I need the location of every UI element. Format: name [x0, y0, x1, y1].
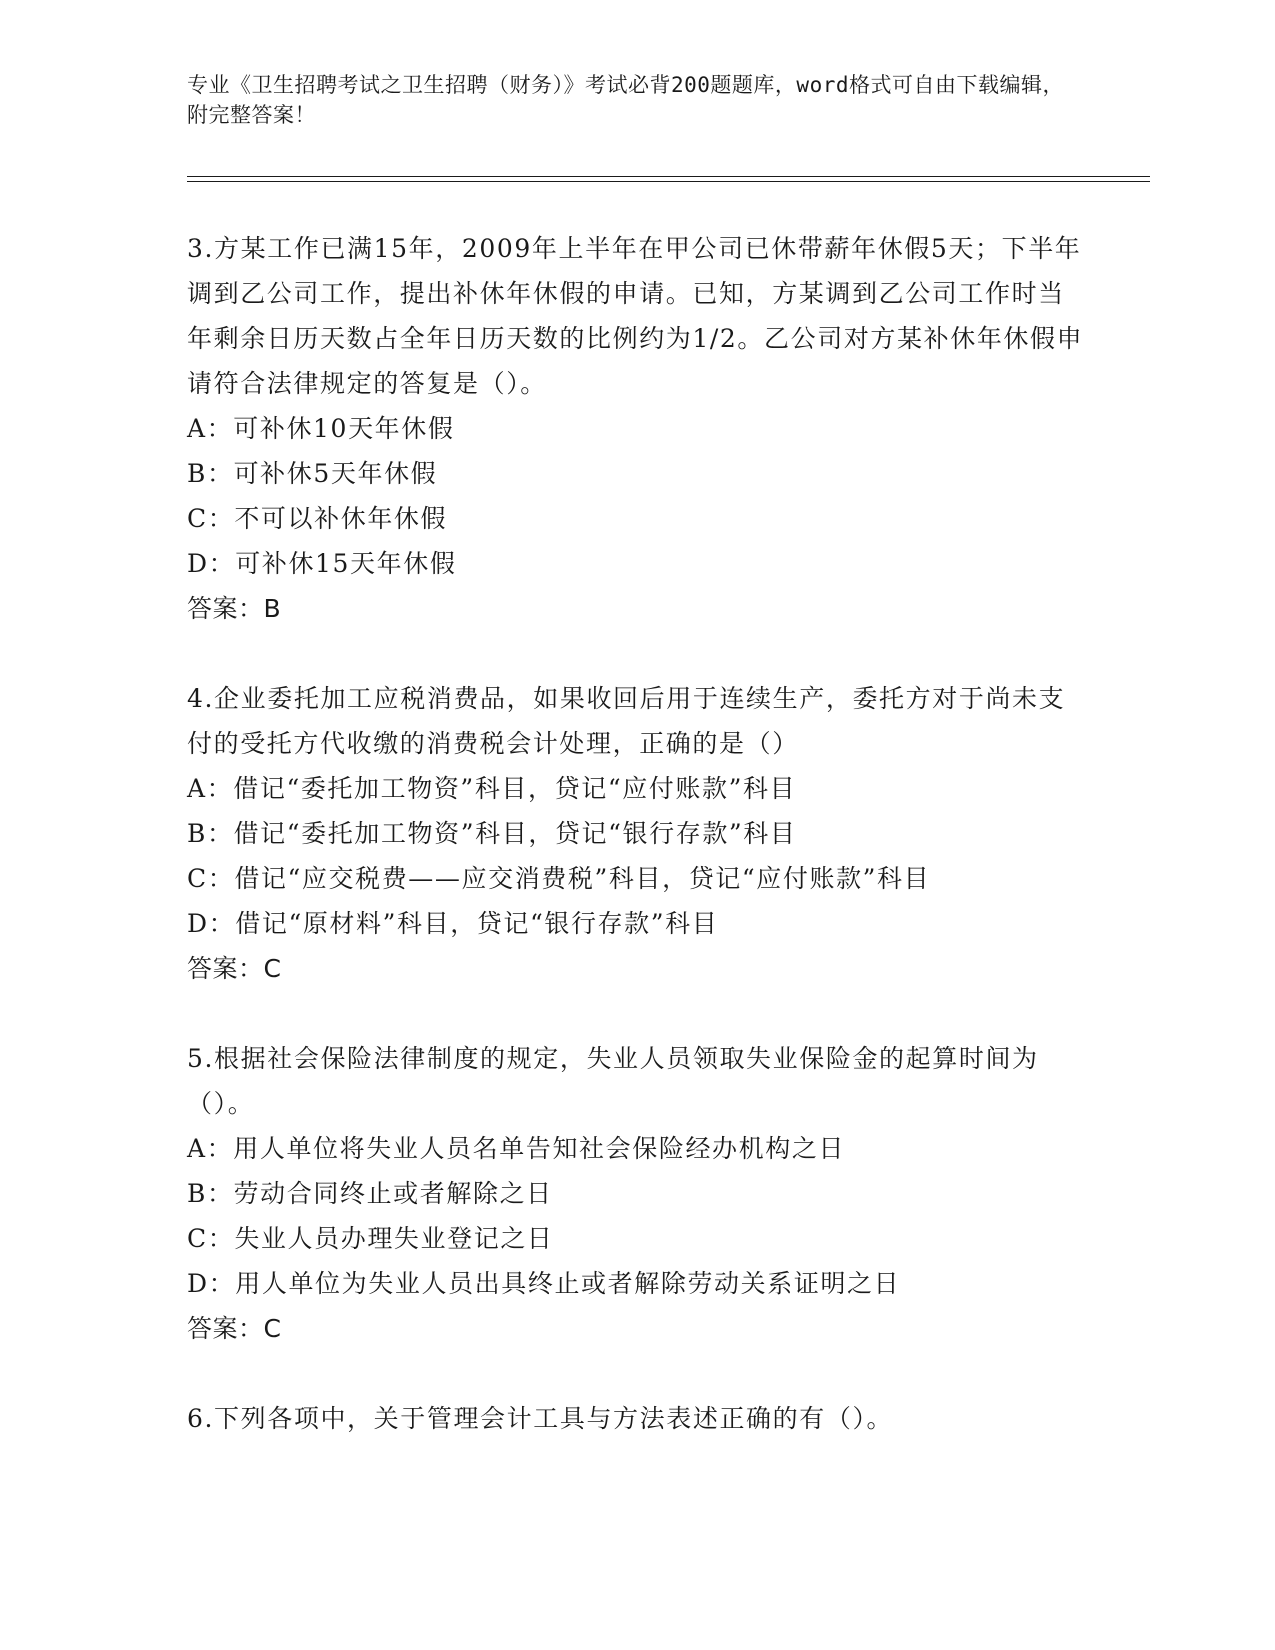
question-6 — [187, 1396, 1087, 1441]
option-b: B：劳动合同终止或者解除之日 — [187, 1179, 553, 1208]
option-a: A：可补休10天年休假 — [187, 414, 455, 443]
option-d: D：可补休15天年休假 — [187, 549, 457, 578]
document-header: 专业《卫生招聘考试之卫生招聘（财务）》考试必背200题题库，word格式可自由下载编辑，附完整答案！ — [187, 73, 1064, 127]
option-d: D：用人单位为失业人员出具终止或者解除劳动关系证明之日 — [187, 1269, 901, 1298]
answer: 答案：B — [187, 594, 282, 623]
answer: 答案：C — [187, 954, 282, 983]
question-gap — [187, 1351, 1087, 1396]
header-rule-top — [187, 176, 1150, 177]
option-c: C：失业人员办理失业登记之日 — [187, 1224, 554, 1253]
option-a: A：用人单位将失业人员名单告知社会保险经办机构之日 — [187, 1134, 846, 1163]
question-5 — [187, 1036, 1087, 1351]
question-4 — [187, 676, 1087, 991]
option-c: C：不可以补休年休假 — [187, 504, 448, 533]
question-stem: 4.企业委托加工应税消费品，如果收回后用于连续生产，委托方对于尚未支付的受托方代收缴的消费税会计处理，正确的是（） — [187, 684, 1066, 758]
option-c: C：借记“应交税费——应交消费税”科目，贷记“应付账款”科目 — [187, 864, 931, 893]
question-list — [187, 226, 1087, 1441]
question-gap — [187, 631, 1087, 676]
option-a: A：借记“委托加工物资”科目，贷记“应付账款”科目 — [187, 774, 797, 803]
question-stem: 6.下列各项中，关于管理会计工具与方法表述正确的有（）。 — [187, 1404, 894, 1433]
header-rule-bottom — [187, 181, 1150, 182]
option-b: B：可补休5天年休假 — [187, 459, 438, 488]
option-b: B：借记“委托加工物资”科目，贷记“银行存款”科目 — [187, 819, 797, 848]
question-stem: 3.方某工作已满15年，2009年上半年在甲公司已休带薪年休假5天；下半年调到乙公司工作，提出补休年休假的申请。已知，方某调到乙公司工作时当年剩余日历天数占全年日历天数的比例约为1/2。乙公司对方某补休年休假申请符合法律规定的答复是（）。 — [187, 234, 1084, 398]
answer: 答案：C — [187, 1314, 282, 1343]
question-gap — [187, 991, 1087, 1036]
option-d: D：借记“原材料”科目，贷记“银行存款”科目 — [187, 909, 719, 938]
question-stem: 5.根据社会保险法律制度的规定，失业人员领取失业保险金的起算时间为（）。 — [187, 1044, 1039, 1118]
question-3 — [187, 226, 1087, 631]
